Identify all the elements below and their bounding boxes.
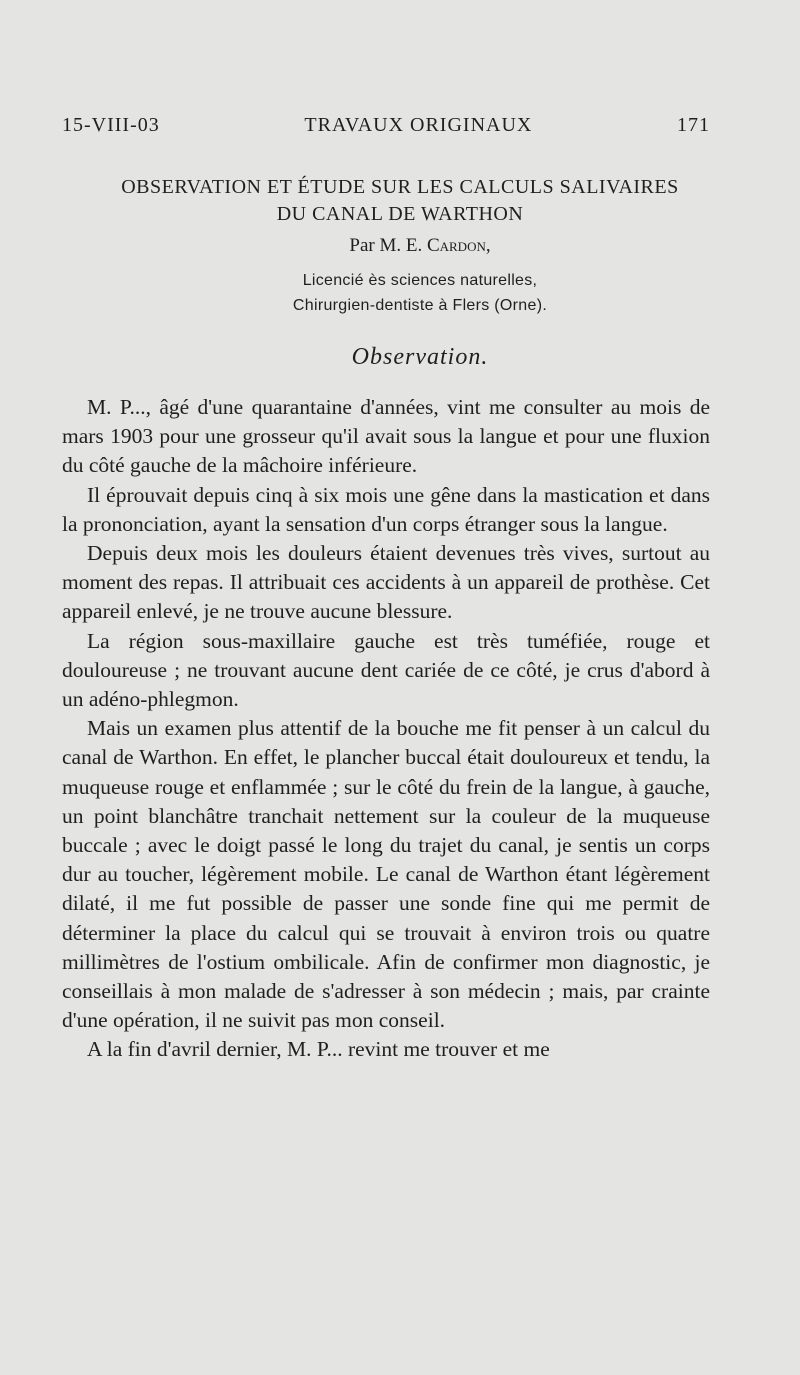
affiliation-line-1: Licencié ès sciences naturelles,: [302, 272, 538, 289]
paragraph: Depuis deux mois les douleurs étaient devenues très vives, surtout au moment des repas. Il attribuait ces accidents à un appareil de prothèse. Cet appareil enlevé, je ne trouve aucune blessure.: [62, 541, 710, 624]
affiliation: [40, 268, 800, 318]
issue-date: 15-VIII-03: [62, 114, 160, 136]
title-line-1: OBSERVATION ET ÉTUDE SUR LES CALCULS SALIVAIRES: [121, 176, 679, 198]
article-title: [40, 174, 760, 228]
title-line-2: DU CANAL DE WARTHON: [276, 203, 524, 225]
paragraph: M. P..., âgé d'une quarantaine d'années, vint me consulter au mois de mars 1903 pour une grosseur qu'il avait sous la langue et pour une fluxion du côté gauche de la mâchoire inférieure.: [62, 395, 710, 478]
running-head: [62, 114, 710, 137]
section-header: TRAVAUX ORIGINAUX: [304, 114, 533, 136]
paragraph: Il éprouvait depuis cinq à six mois une gêne dans la mastication et dans la prononciation, ayant la sensation d'un corps étranger sous la langue.: [62, 482, 710, 536]
paragraph: La région sous-maxillaire gauche est très tuméfiée, rouge et douloureuse ; ne trouvant aucune dent cariée de ce côté, je crus d'abord à un adéno-phlegmon.: [62, 628, 710, 712]
affiliation-line-2: Chirurgien-dentiste à Flers (Orne).: [292, 297, 548, 314]
paragraph: A la fin d'avril dernier, M. P... revint me trouver et me: [87, 1037, 550, 1062]
article-body: [62, 393, 710, 1065]
byline-prefix: Par M. E.: [349, 235, 427, 256]
paragraph: Mais un examen plus attentif de la bouche me fit penser à un calcul du canal de Warthon. En effet, le plancher buccal était douloureux et tendu, la muqueuse rouge et enflammée ; sur le côté du frein de la langue, à gauche, un point blanchâtre tranchait nettement sur la couleur de la muqueuse buccale ; avec le doigt passé le long du trajet du canal, je sentis un corps dur au toucher, légèrement mobile. Le canal de Warthon étant légèrement dilaté, il me fut possible de passer une sonde fine qui me permit de déterminer la place du calcul qui se trouvait à environ trois ou quatre millimètres de l'ostium ombilicale. Afin de confirmer mon diagnostic, je conseillais à mon malade de s'adresser à son médecin ; mais, par crainte d'une opération, il ne suivit pas mon conseil.: [62, 716, 710, 1033]
section-title: Observation.: [351, 344, 489, 370]
author-name: Cardon,: [426, 235, 491, 256]
byline: [40, 235, 800, 257]
page-number: 171: [677, 114, 710, 136]
